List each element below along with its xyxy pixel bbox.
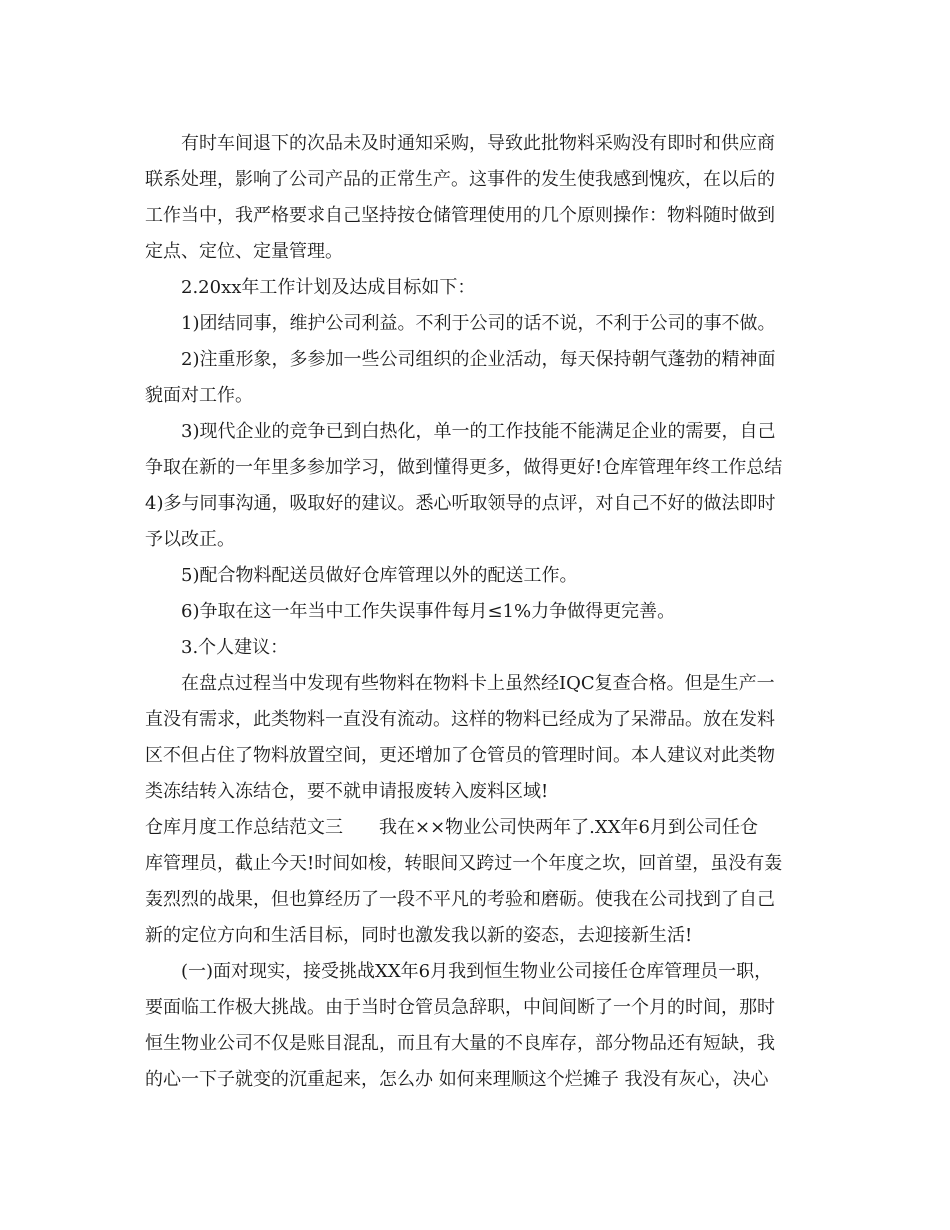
list-item: 3)现代企业的竞争已到白热化，单一的工作技能不能满足企业的需要，自己 [181, 421, 776, 442]
text-line: (一)面对现实，接受挑战XX年6月我到恒生物业公司接任仓库管理员一职， [181, 961, 773, 982]
text-line: 直没有需求，此类物料一直没有流动。这样的物料已经成为了呆滞品。放在发料 [145, 709, 775, 730]
text-line: 区不但占住了物料放置空间，更还增加了仓管员的管理时间。本人建议对此类物 [145, 745, 775, 766]
text-line: 争取在新的一年里多参加学习，做到懂得更多，做得更好!仓库管理年终工作总结 [145, 457, 783, 478]
text-line: 恒生物业公司不仅是账目混乱，而且有大量的不良库存，部分物品还有短缺，我 [145, 1033, 775, 1054]
list-item: 1)团结同事，维护公司利益。不利于公司的话不说，不利于公司的事不做。 [181, 313, 776, 334]
text-line: 定点、定位、定量管理。 [145, 241, 343, 262]
text-line: 联系处理，影响了公司产品的正常生产。这事件的发生使我感到愧疚，在以后的 [145, 169, 775, 190]
text-line: 库管理员，截止今天!时间如梭，转眼间又跨过一个年度之坎，回首望，虽没有轰 [145, 853, 783, 874]
section-title-line: 仓库月度工作总结范文三 我在××物业公司快两年了.XX年6月到公司任仓 [145, 817, 758, 838]
text-line: 予以改正。 [145, 529, 235, 550]
text-line: 在盘点过程当中发现有些物料在物料卡上虽然经IQC复查合格。但是生产一 [181, 673, 775, 694]
list-item: 6)争取在这一年当中工作失误事件每月≤1%力争做得更完善。 [181, 601, 676, 622]
section-heading: 3.个人建议： [181, 637, 289, 658]
text-line: 的心一下子就变的沉重起来，怎么办 如何来理顺这个烂摊子 我没有灰心，决心 [145, 1069, 769, 1090]
text-line: 工作当中，我严格要求自己坚持按仓储管理使用的几个原则操作：物料随时做到 [145, 205, 775, 226]
text-line: 有时车间退下的次品未及时通知采购，导致此批物料采购没有即时和供应商 [181, 133, 775, 154]
text-line: 貌面对工作。 [145, 385, 253, 406]
list-item: 4)多与同事沟通，吸取好的建议。悉心听取领导的点评，对自己不好的做法即时 [145, 493, 776, 514]
text-line: 新的定位方向和生活目标，同时也激发我以新的姿态，去迎接新生活! [145, 925, 693, 946]
list-item: 5)配合物料配送员做好仓库管理以外的配送工作。 [181, 565, 578, 586]
list-item: 2)注重形象，多参加一些公司组织的企业活动，每天保持朝气蓬勃的精神面 [181, 349, 776, 370]
text-line: 要面临工作极大挑战。由于当时仓管员急辞职，中间间断了一个月的时间，那时 [145, 997, 775, 1018]
text-line: 轰烈烈的战果，但也算经历了一段不平凡的考验和磨砺。使我在公司找到了自己 [145, 889, 775, 910]
text-line: 类冻结转入冻结仓，要不就申请报废转入废料区域! [145, 781, 549, 802]
section-heading: 2.20xx年工作计划及达成目标如下： [181, 277, 476, 298]
